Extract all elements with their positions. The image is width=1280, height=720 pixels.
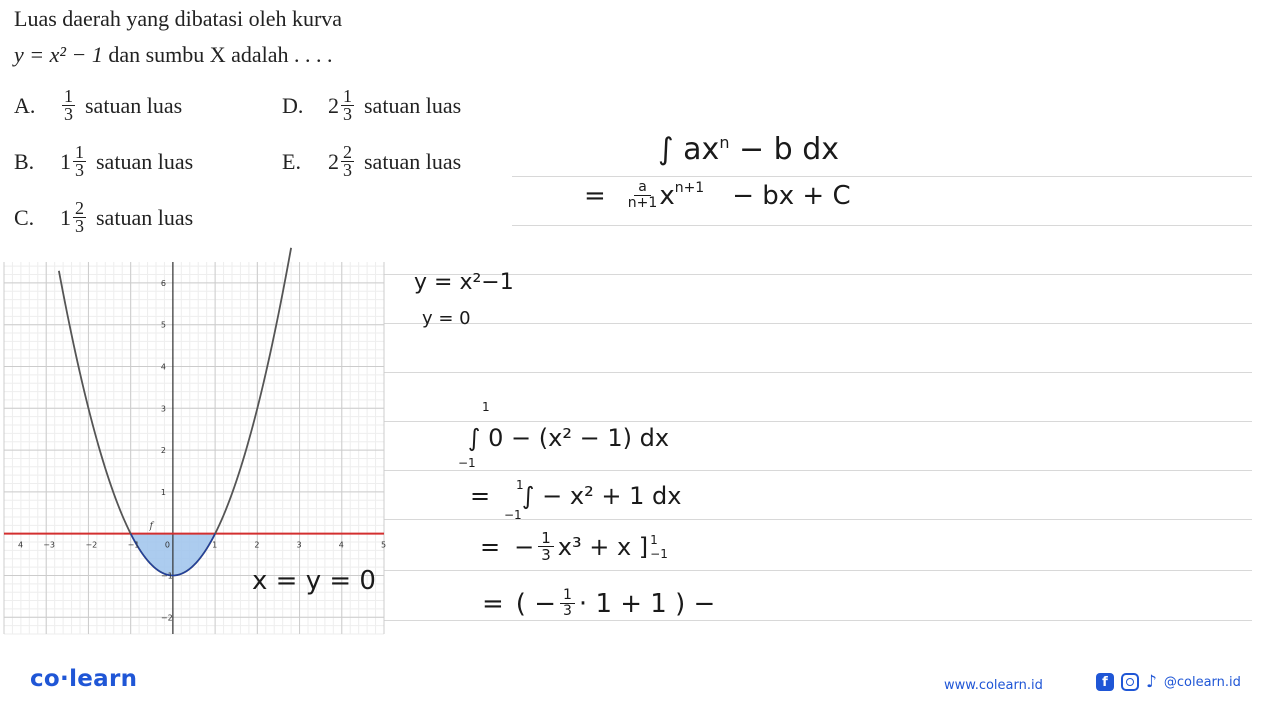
rule-line <box>384 620 1252 621</box>
option-fraction <box>341 88 354 123</box>
hw-result-x: x <box>659 180 675 211</box>
x-tick-label: 0 <box>164 540 170 550</box>
footer-handle[interactable]: @colearn.id <box>1163 674 1241 690</box>
hw-step2: ∫ − x² + 1 dx <box>522 482 682 510</box>
option-whole: 2 <box>328 148 339 174</box>
frac-den: 3 <box>75 216 84 236</box>
hw-formula-exp: n <box>719 133 730 152</box>
option-label: E. <box>282 148 301 174</box>
hw-result-tail: − bx + C <box>732 180 851 211</box>
hw-step2-prefix: = <box>470 482 491 510</box>
hw-formula-integral: ∫ ax <box>658 132 720 167</box>
y-tick-label: −2 <box>160 613 173 623</box>
hw-line-eq: y = 0 <box>422 308 471 329</box>
instagram-icon[interactable] <box>1121 673 1139 691</box>
hw-frac-num: 1 <box>560 588 575 604</box>
x-tick-label: −3 <box>43 540 56 550</box>
option-b <box>14 144 193 179</box>
question-line-2 <box>14 42 333 68</box>
option-whole: 1 <box>60 204 71 230</box>
hw-graph-note: x = y = 0 <box>252 566 376 596</box>
x-tick-label: 5 <box>381 540 387 550</box>
footer-url[interactable]: www.colearn.id <box>944 678 1043 693</box>
hw-step3-prefix: = <box>480 532 501 561</box>
hw-step4 <box>482 588 715 619</box>
rule-line <box>512 225 1252 226</box>
frac-den: 3 <box>64 104 73 124</box>
option-e <box>282 144 461 179</box>
tiktok-icon[interactable]: ♪ <box>1146 672 1157 692</box>
option-d <box>282 88 461 123</box>
hw-step1-lower: −1 <box>458 456 476 470</box>
frac-num: 2 <box>75 198 84 218</box>
frac-den: 3 <box>343 104 352 124</box>
x-tick-label: 3 <box>296 540 302 550</box>
question-equation: y = x² − 1 <box>14 42 103 67</box>
facebook-icon[interactable]: f <box>1096 673 1114 691</box>
frac-num: 1 <box>75 142 84 162</box>
hw-result-exp: n+1 <box>674 180 705 196</box>
hw-frac-den: n+1 <box>627 195 658 211</box>
option-c <box>14 200 193 235</box>
hw-step3-a: − <box>514 532 535 561</box>
option-whole: 2 <box>328 92 339 118</box>
question-rest: dan sumbu X adalah . . . . <box>108 42 333 67</box>
hw-step4-b: · 1 + 1 ) − <box>578 588 716 619</box>
x-tick-label: 1 <box>212 540 218 550</box>
x-tick-label: 4 <box>18 540 24 550</box>
y-tick-label: 4 <box>160 362 166 372</box>
hw-step3-lower: −1 <box>650 546 668 561</box>
y-tick-label: 2 <box>160 446 166 456</box>
x-tick-label: 2 <box>254 540 260 550</box>
option-text: satuan luas <box>96 204 194 230</box>
y-tick-label: 3 <box>160 404 166 414</box>
rule-line <box>384 570 1252 571</box>
option-fraction <box>341 144 354 179</box>
hw-result <box>584 180 851 211</box>
frac-num: 2 <box>343 142 352 162</box>
option-fraction <box>73 144 86 179</box>
rule-line <box>384 323 1252 324</box>
frac-num: 1 <box>343 86 352 106</box>
hw-formula-rest: − b dx <box>729 132 840 167</box>
footer-social <box>1096 672 1241 692</box>
option-text: satuan luas <box>96 148 194 174</box>
option-label: D. <box>282 92 304 118</box>
hw-frac-num: 1 <box>538 530 554 547</box>
hw-formula <box>658 132 839 167</box>
question-line-1: Luas daerah yang dibatasi oleh kurva <box>14 6 343 31</box>
frac-den: 3 <box>75 160 84 180</box>
option-fraction <box>62 88 75 123</box>
option-label: A. <box>14 92 36 118</box>
parabola-curve <box>59 248 291 576</box>
rule-line <box>384 421 1252 422</box>
hw-eq: = <box>584 180 606 211</box>
option-text: satuan luas <box>364 92 462 118</box>
hw-frac-den: 3 <box>541 546 551 564</box>
rule-line <box>512 176 1252 177</box>
rule-line <box>384 372 1252 373</box>
hw-step1-upper: 1 <box>482 400 490 414</box>
hw-step3-b: x³ + x ] <box>557 532 649 561</box>
hw-step2-upper: 1 <box>516 478 524 492</box>
hw-result-frac <box>628 180 658 211</box>
curve-label: f <box>149 521 154 532</box>
option-label: C. <box>14 204 35 230</box>
option-label: B. <box>14 148 35 174</box>
hw-frac-den: 3 <box>563 603 572 619</box>
y-tick-label: −1 <box>160 571 173 581</box>
hw-step1: ∫ 0 − (x² − 1) dx <box>468 424 670 452</box>
y-tick-label: 6 <box>160 278 166 288</box>
x-tick-label: 4 <box>338 540 344 550</box>
hw-step4-prefix: = <box>482 588 504 619</box>
hw-frac-num: a <box>634 180 651 196</box>
hw-curve-eq: y = x²−1 <box>414 270 514 295</box>
x-tick-label: −1 <box>127 540 140 550</box>
option-text: satuan luas <box>364 148 462 174</box>
x-tick-label: −2 <box>85 540 98 550</box>
y-tick-label: 1 <box>160 487 166 497</box>
colearn-logo: co·learn <box>30 666 138 692</box>
y-tick-label: 5 <box>160 320 166 330</box>
hw-step3 <box>480 530 668 563</box>
hw-step3-frac <box>538 530 554 563</box>
hw-step4-frac <box>560 588 575 619</box>
hw-step4-a: ( − <box>515 588 556 619</box>
rule-line <box>384 274 1252 275</box>
option-text: satuan luas <box>85 92 183 118</box>
option-fraction <box>73 200 86 235</box>
frac-num: 1 <box>64 86 73 106</box>
rule-line <box>384 470 1252 471</box>
frac-den: 3 <box>343 160 352 180</box>
hw-step3-upper: 1 <box>650 532 658 547</box>
hw-step2-lower: −1 <box>504 508 522 522</box>
option-whole: 1 <box>60 148 71 174</box>
hw-step3-limits <box>650 533 668 561</box>
option-a <box>14 88 182 123</box>
